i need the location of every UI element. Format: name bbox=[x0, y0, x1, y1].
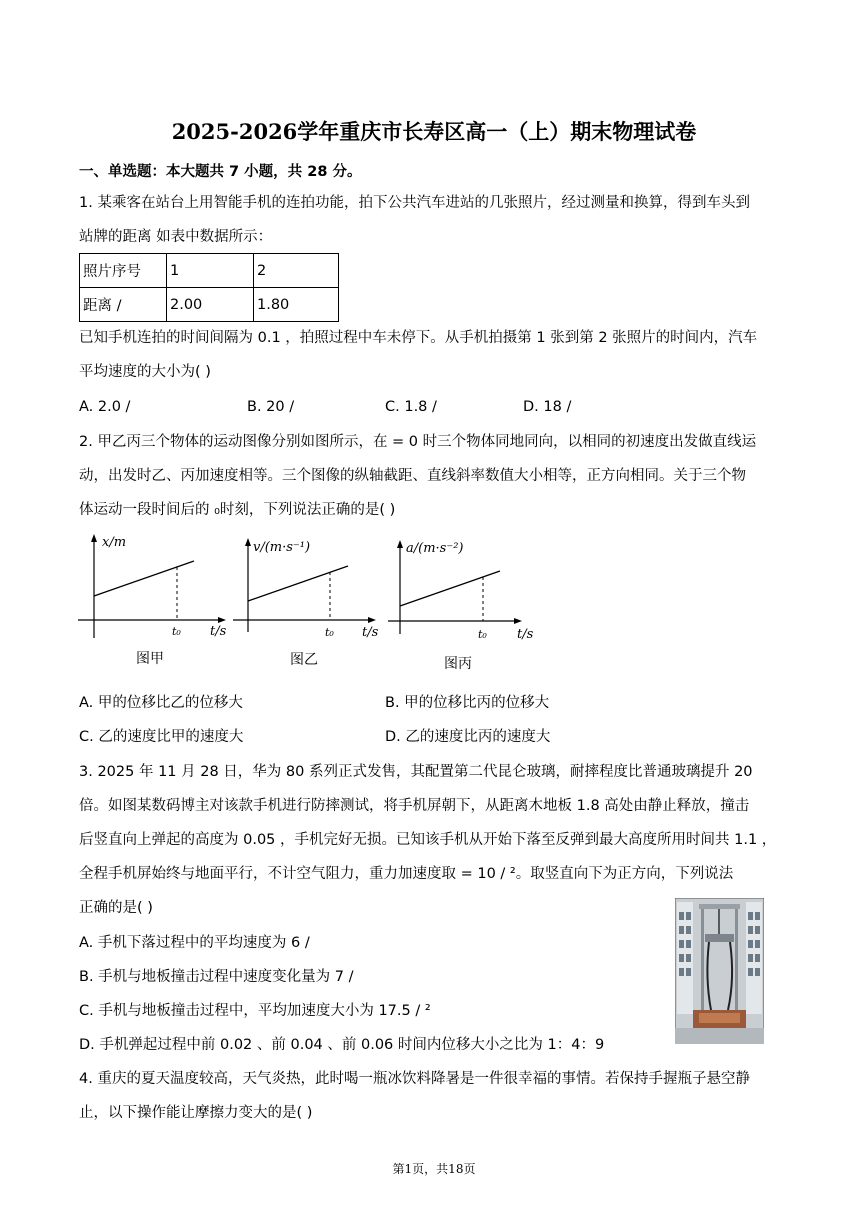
q2-option-c[interactable]: C. 乙的速度比甲的速度大 bbox=[79, 729, 244, 745]
graph-bing-caption: 图丙 bbox=[444, 656, 472, 672]
q1-data-table bbox=[79, 253, 339, 322]
q2-motion-graphs bbox=[70, 528, 550, 680]
q3-text-line5: 正确的是( ) bbox=[79, 900, 153, 916]
drop-test-photo bbox=[675, 898, 764, 1044]
page-title: 2025-2026学年重庆市长寿区高一（上）期末物理试卷 bbox=[171, 119, 697, 144]
q4-text-line1: 4. 重庆的夏天温度较高，天气炎热，此时喝一瓶冰饮料降暑是一件很幸福的事情。若保持手握瓶子悬空静 bbox=[79, 1071, 750, 1087]
q2-text-line2: 动，出发时乙、丙加速度相等。三个图像的纵轴截距、直线斜率数值大小相等，正方向相同。关于三个物 bbox=[79, 468, 746, 484]
table-cell: 2.00 bbox=[167, 288, 254, 322]
table-cell: 1 bbox=[167, 254, 254, 288]
table-cell: 1.80 bbox=[254, 288, 339, 322]
q1-option-b[interactable]: B. 20 / bbox=[247, 399, 295, 415]
q1-text-line3: 已知手机连拍的时间间隔为 0.1 ，拍照过程中车未停下。从手机拍摄第 1 张到第 2 张照片的时间内，汽车 bbox=[79, 330, 758, 346]
graph-yi-caption: 图乙 bbox=[290, 652, 318, 668]
q2-text-line1: 2. 甲乙丙三个物体的运动图像分别如图所示，在 = 0 时三个物体同地同向，以相同的初速度出发做直线运 bbox=[79, 434, 757, 450]
graph-yi bbox=[233, 538, 379, 668]
q3-option-d[interactable]: D. 手机弹起过程中前 0.02 、前 0.04 、前 0.06 时间内位移大小之比为 1：4：9 bbox=[79, 1037, 605, 1053]
q3-option-a[interactable]: A. 手机下落过程中的平均速度为 6 / bbox=[79, 935, 310, 951]
q3-option-b[interactable]: B. 手机与地板撞击过程中速度变化量为 7 / bbox=[79, 969, 354, 985]
graph-jia-ylabel: x/m bbox=[102, 535, 127, 550]
q2-option-d[interactable]: D. 乙的速度比丙的速度大 bbox=[385, 729, 551, 745]
graph-yi-tick: t₀ bbox=[325, 626, 334, 639]
page-footer: 第1页，共18页 bbox=[392, 1162, 476, 1176]
q3-text-line2: 倍。如图某数码博主对该款手机进行防摔测试，将手机屏朝下，从距离木地板 1.8 高处由静止释放，撞击 bbox=[79, 798, 750, 814]
q2-option-a[interactable]: A. 甲的位移比乙的位移大 bbox=[79, 695, 243, 711]
q1-option-c[interactable]: C. 1.8 / bbox=[385, 399, 437, 415]
q3-option-c[interactable]: C. 手机与地板撞击过程中，平均加速度大小为 17.5 / ² bbox=[79, 1003, 431, 1019]
graph-yi-ylabel: v/(m·s⁻¹) bbox=[253, 540, 311, 555]
q2-text-line3: 体运动一段时间后的 ₀时刻，下列说法正确的是( ) bbox=[79, 502, 396, 518]
table-cell: 2 bbox=[254, 254, 339, 288]
section-heading: 一、单选题：本大题共 7 小题，共 28 分。 bbox=[79, 164, 362, 180]
q3-text-line1: 3. 2025 年 11 月 28 日，华为 80 系列正式发售，其配置第二代昆仑玻璃，耐摔程度比普通玻璃提升 20 bbox=[79, 764, 753, 780]
q1-text-line4: 平均速度的大小为( ) bbox=[79, 364, 211, 380]
q1-option-a[interactable]: A. 2.0 / bbox=[79, 399, 131, 415]
q4-text-line2: 止，以下操作能让摩擦力变大的是( ) bbox=[79, 1105, 313, 1121]
q1-text-line2: 站牌的距离 如表中数据所示： bbox=[79, 229, 273, 245]
graph-bing-ylabel: a/(m·s⁻²) bbox=[406, 541, 464, 556]
table-cell: 照片序号 bbox=[80, 254, 167, 288]
q3-text-line4: 全程手机屏始终与地面平行，不计空气阻力，重力加速度取 = 10 / ²。取竖直向下为正方向，下列说法 bbox=[79, 866, 734, 882]
q1-text-line1: 1. 某乘客在站台上用智能手机的连拍功能，拍下公共汽车进站的几张照片，经过测量和换算，得到车头到 bbox=[79, 195, 750, 211]
table-cell: 距离 / bbox=[80, 288, 167, 322]
table-row bbox=[80, 254, 339, 288]
graph-bing bbox=[388, 540, 534, 672]
graph-jia-xlabel: t/s bbox=[210, 624, 227, 639]
q2-option-b[interactable]: B. 甲的位移比丙的位移大 bbox=[385, 695, 550, 711]
table-row bbox=[80, 288, 339, 322]
q3-text-line3: 后竖直向上弹起的高度为 0.05 ，手机完好无损。已知该手机从开始下落至反弹到最大高度所用时间共 1.1 ， bbox=[79, 832, 777, 848]
graph-bing-xlabel: t/s bbox=[517, 627, 534, 642]
graph-jia-tick: t₀ bbox=[172, 625, 181, 638]
graph-yi-xlabel: t/s bbox=[362, 625, 379, 640]
q1-option-d[interactable]: D. 18 / bbox=[523, 399, 572, 415]
graph-jia bbox=[78, 534, 227, 667]
graph-jia-caption: 图甲 bbox=[136, 651, 164, 667]
graph-bing-tick: t₀ bbox=[478, 628, 487, 641]
